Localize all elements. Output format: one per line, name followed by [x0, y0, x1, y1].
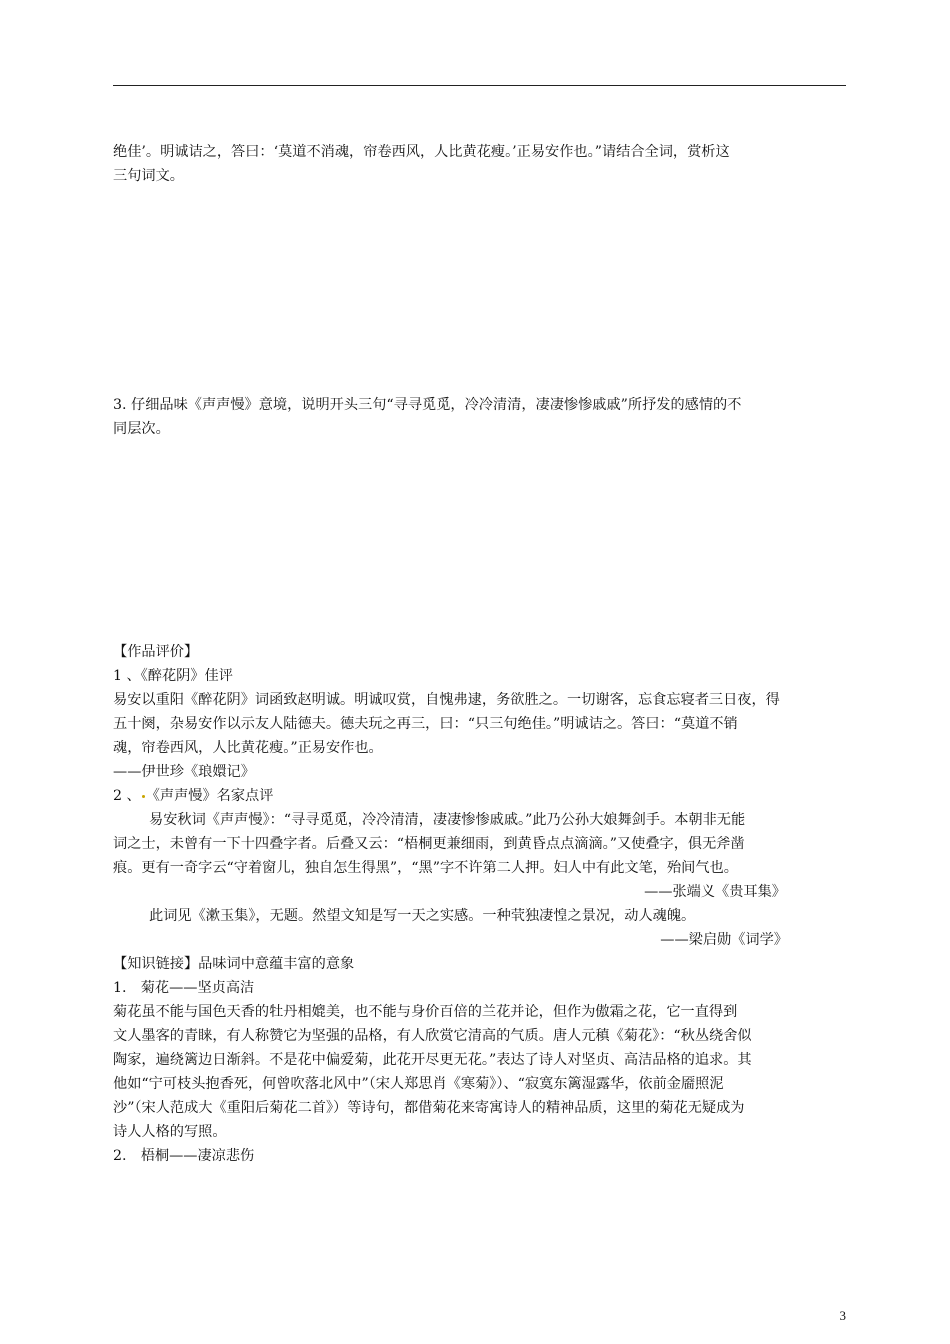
item-title — [113, 784, 848, 808]
source-citation: ——张端义《贵耳集》 — [644, 884, 786, 900]
item-title: 1. 菊花——坚贞高洁 — [113, 980, 255, 996]
item-title: 1 、《醉花阴》佳评 — [113, 668, 233, 684]
header-rule — [113, 85, 846, 86]
source-citation: ——伊世珍《琅嬛记》 — [113, 764, 255, 780]
item-number: 2 、 — [113, 788, 141, 804]
item-title-text: 《声声慢》名家点评 — [145, 788, 274, 804]
text-line: 他如“宁可枝头抱香死，何曾吹落北风中”（宋人郑思肖《寒菊》）、“寂寞东篱湿露华，依前金靥照泥 — [113, 1076, 724, 1092]
text-line: 易安以重阳《醉花阴》词函致赵明诚。明诚叹赏，自愧弗逮，务欲胜之。一切谢客，忘食忘寝者三日夜，得 — [113, 692, 780, 708]
mark-dot — [142, 795, 145, 798]
text-line: 五十阕，杂易安作以示友人陆德夫。德夫玩之再三，曰：“只三句绝佳。”明诚诘之。答曰：“莫道不销 — [113, 716, 738, 732]
page-number: 3 — [839, 1308, 846, 1323]
text-line: 痕。更有一奇字云“守着窗儿，独自怎生得黑”，“黑”字不许第二人押。妇人中有此文笔，殆间气也。 — [113, 860, 738, 876]
text-line: 文人墨客的青睐，有人称赞它为坚强的品格，有人欣赏它清高的气质。唐人元稹《菊花》：“秋丛绕舍似 — [113, 1028, 752, 1044]
section-heading: 【作品评价】 — [113, 644, 199, 660]
item-title: 2. 梧桐——凄凉悲伤 — [113, 1148, 255, 1164]
text-line: 词之士，未曾有一下十四叠字者。后叠又云：“梧桐更兼细雨，到黄昏点点滴滴。”又使叠字，俱无斧凿 — [113, 836, 745, 852]
text-line: 菊花虽不能与国色天香的牡丹相媲美，也不能与身价百倍的兰花并论，但作为傲霜之花，它一直得到 — [113, 1004, 738, 1020]
text-line: 易安秋词《声声慢》：“寻寻觅觅，冷冷清清，凄凄惨惨戚戚。”此乃公孙大娘舞剑手。本朝非无能 — [149, 812, 746, 828]
source-citation: ——梁启勋《词学》 — [660, 932, 788, 948]
section-heading: 【知识链接】品味词中意蕴丰富的意象 — [113, 956, 355, 972]
text-line: 陶家，遍绕篱边日渐斜。不是花中偏爱菊，此花开尽更无花。”表达了诗人对坚贞、高洁品格的追求。其 — [113, 1052, 752, 1068]
question-3 — [113, 393, 848, 441]
question-2-continued — [113, 140, 848, 188]
text-line: 三句词文。 — [113, 168, 184, 184]
text-line: 诗人人格的写照。 — [113, 1124, 227, 1140]
text-line: 绝佳’。明诚诘之，答曰：‘莫道不消魂，帘卷西风，人比黄花瘦。’正易安作也。”请结合全词，赏析这 — [113, 144, 730, 160]
text-line: 3. 仔细品味《声声慢》意境，说明开头三句“寻寻觅觅，冷冷清清，凄凄惨惨戚戚”所抒发的感情的不 — [113, 397, 742, 413]
text-line: 同层次。 — [113, 421, 170, 437]
text-line: 沙”（宋人范成大《重阳后菊花二首》）等诗句，都借菊花来寄寓诗人的精神品质，这里的菊花无疑成为 — [113, 1100, 745, 1116]
evaluation-section — [113, 640, 848, 1168]
text-line: 魂，帘卷西风，人比黄花瘦。”正易安作也。 — [113, 740, 383, 756]
text-line: 此词见《漱玉集》，无题。然望文知是写一天之实感。一种茕独凄惶之景况，动人魂魄。 — [149, 908, 696, 924]
